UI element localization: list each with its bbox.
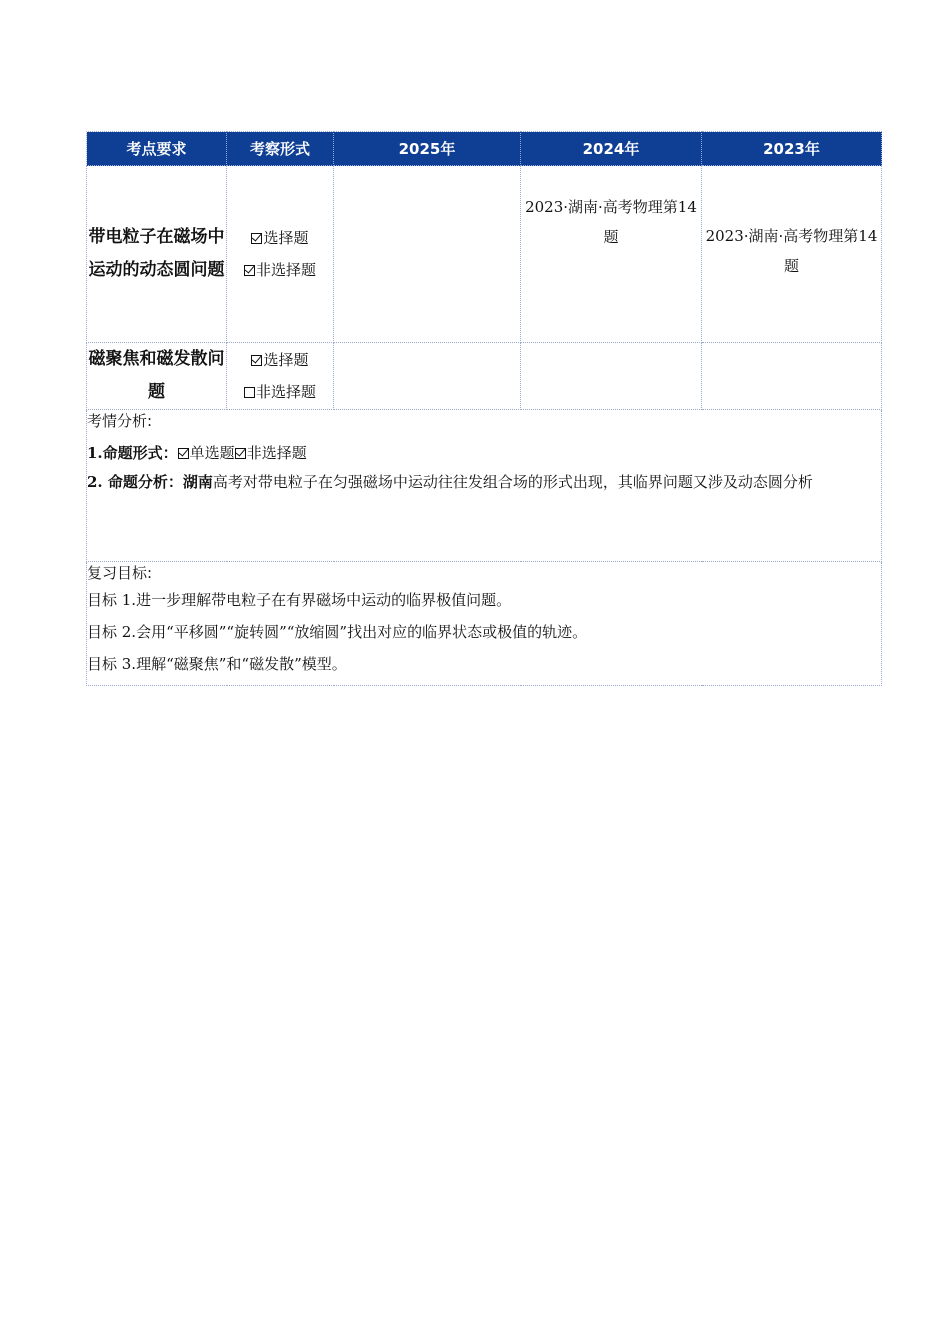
checked-box-icon <box>251 233 262 244</box>
form-option-label: 选择题 <box>263 351 309 369</box>
review-goal: 目标 2.会用“平移圆”“旋转圆”“放缩圆”找出对应的临界状态或极值的轨迹。 <box>87 623 588 641</box>
checked-box-icon <box>235 448 246 459</box>
review-goal: 目标 1.进一步理解带电粒子在有界磁场中运动的临界极值问题。 <box>87 591 512 609</box>
table-header-row <box>87 132 882 166</box>
checked-box-icon <box>178 448 189 459</box>
header-2024: 2024年 <box>521 132 702 166</box>
header-form: 考察形式 <box>227 132 334 166</box>
review-goal: 目标 3.理解“磁聚焦”和“磁发散”模型。 <box>87 655 347 673</box>
form-label: 1.命题形式： <box>87 444 178 462</box>
year-2025-cell <box>334 343 521 410</box>
form-option <box>227 222 333 254</box>
table-row <box>87 343 882 410</box>
exam-table <box>86 131 882 686</box>
year-2023-cell <box>702 343 882 410</box>
source-text: 2023·湖南·高考物理第14题 <box>705 227 878 275</box>
form-option-label: 非选择题 <box>246 444 307 462</box>
table-row <box>87 166 882 343</box>
form-option-label: 非选择题 <box>255 383 316 401</box>
unchecked-box-icon <box>244 387 255 398</box>
checked-box-icon <box>251 355 262 366</box>
form-cell <box>227 343 334 410</box>
review-cell <box>87 562 882 686</box>
source-text: 2023·湖南·高考物理第14题 <box>525 198 697 246</box>
exam-analysis-sheet <box>86 131 881 686</box>
header-2025: 2025年 <box>334 132 521 166</box>
header-topic: 考点要求 <box>87 132 227 166</box>
analysis-title: 考情分析: <box>87 412 153 430</box>
topic-cell: 带电粒子在磁场中运动的动态圆问题 <box>87 166 227 343</box>
checked-box-icon <box>244 265 255 276</box>
review-row <box>87 562 882 686</box>
year-2025-cell <box>334 166 521 343</box>
detail-label: 2. 命题分析： <box>87 473 183 491</box>
analysis-form-line <box>87 438 881 468</box>
year-2023-cell <box>702 166 882 343</box>
form-cell <box>227 166 334 343</box>
form-option <box>227 344 333 376</box>
form-option-label: 选择题 <box>263 229 309 247</box>
review-title: 复习目标: <box>87 564 153 582</box>
analysis-cell <box>87 410 882 562</box>
year-2024-cell <box>521 343 702 410</box>
analysis-detail <box>87 468 881 496</box>
detail-text: 高考对带电粒子在匀强磁场中运动往往发组合场的形式出现，其临界问题又涉及动态圆分析 <box>212 473 813 491</box>
year-2024-cell <box>521 166 702 343</box>
form-option-label: 非选择题 <box>255 261 316 279</box>
analysis-row <box>87 410 882 562</box>
detail-bold: 湖南 <box>182 473 213 491</box>
form-option <box>227 254 333 286</box>
topic-cell: 磁聚焦和磁发散问题 <box>87 343 227 410</box>
header-2023: 2023年 <box>702 132 882 166</box>
form-option-label: 单选题 <box>189 444 235 462</box>
form-option <box>227 376 333 408</box>
